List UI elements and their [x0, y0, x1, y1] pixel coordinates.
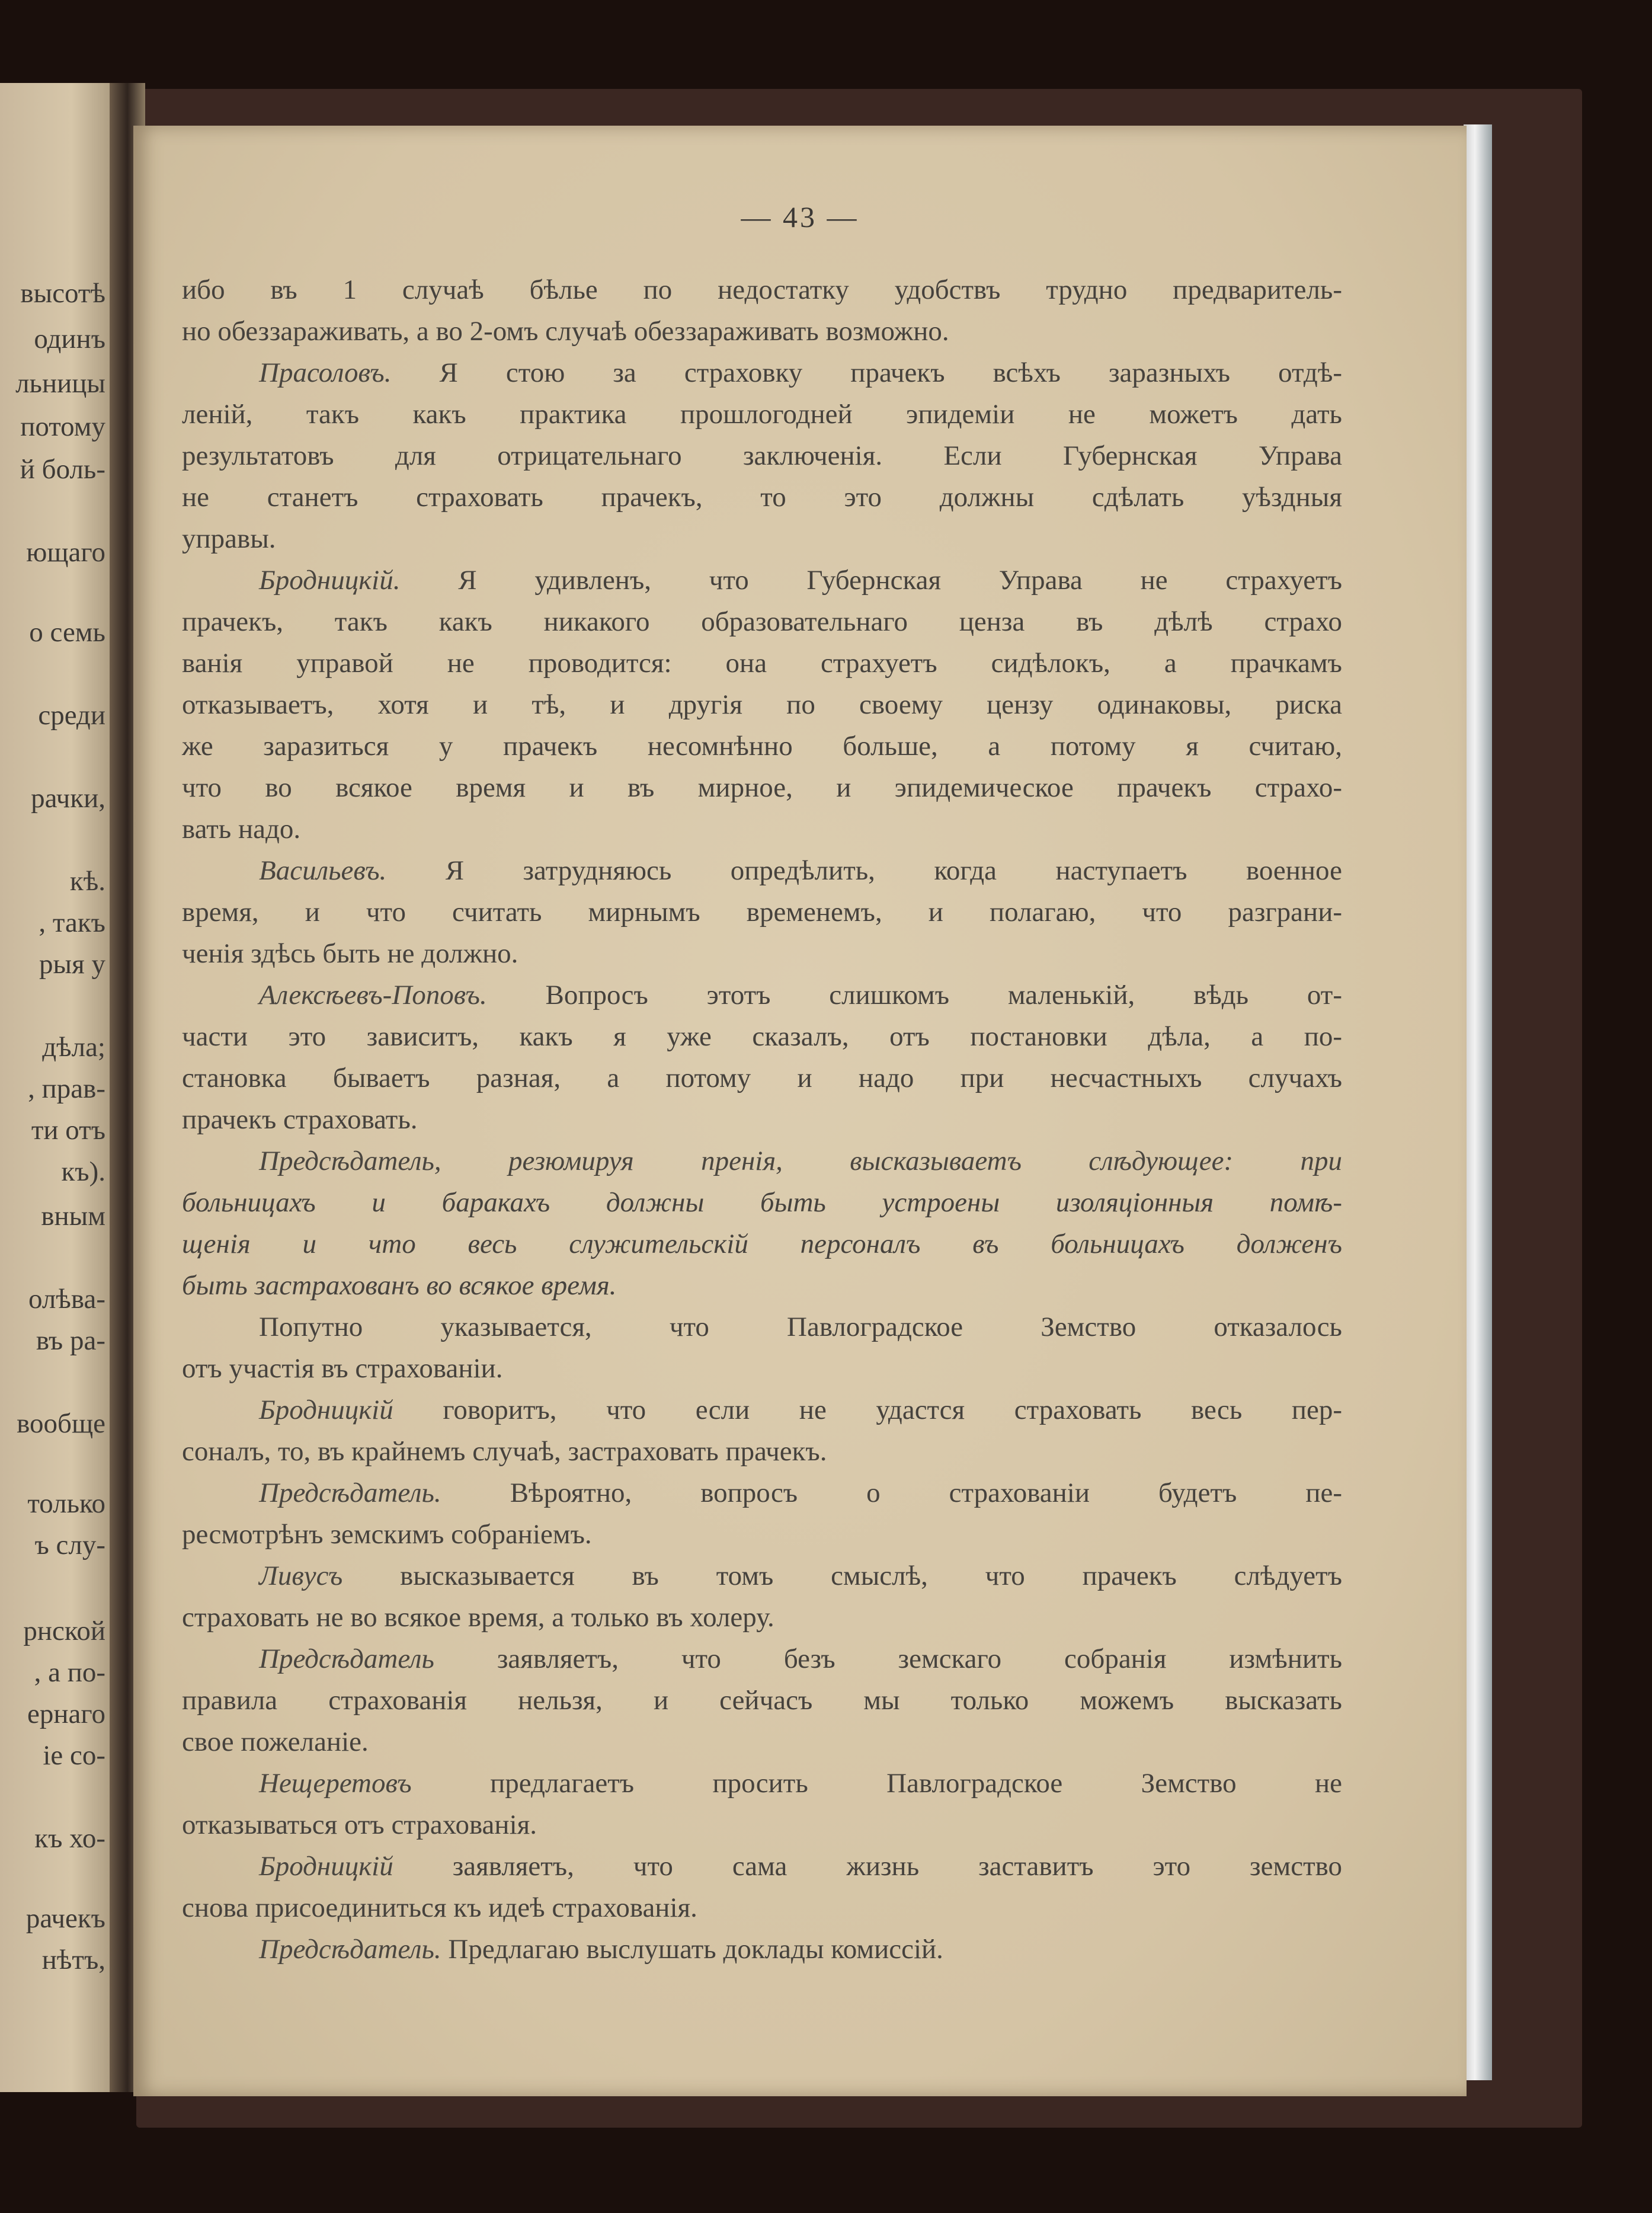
text-line	[182, 1721, 1342, 1763]
text-line	[182, 559, 1342, 601]
text-line	[182, 1763, 1342, 1804]
text-line	[182, 1431, 1342, 1472]
left-page-fragment: льницы	[15, 368, 105, 399]
line-text: прачекъ страховать.	[182, 1104, 418, 1135]
text-line	[182, 1680, 1342, 1721]
text-line	[182, 1306, 1342, 1348]
line-text: же заразиться у прачекъ несомнѣнно больше, а потому я считаю,	[182, 731, 1342, 762]
page-number: — 43 —	[741, 200, 859, 234]
page-text	[182, 269, 1342, 1970]
speaker-name: Нещеретовъ	[259, 1768, 412, 1799]
text-line	[182, 642, 1342, 684]
speaker-name: Алексѣевъ-Поповъ.	[259, 980, 487, 1010]
line-text: леній, такъ какъ практика прошлогодней эпидеміи не можетъ дать	[182, 399, 1342, 430]
line-text: Я удивленъ, что Губернская Управа не страхуетъ	[400, 565, 1342, 596]
italic-text: больницахъ и баракахъ должны быть устроены изоляціонныя помѣ-	[182, 1187, 1342, 1218]
text-line	[182, 352, 1342, 394]
left-page-fragment: въ ра-	[36, 1325, 105, 1356]
speaker-name: Предсѣдатель.	[259, 1478, 441, 1508]
left-page-fragment: й боль-	[20, 454, 105, 485]
line-text: Я стою за страховку прачекъ всѣхъ заразныхъ отдѣ-	[391, 357, 1342, 388]
left-page-fragment: высотѣ	[20, 278, 105, 309]
line-text: снова присоединиться къ идеѣ страхованія.	[182, 1892, 697, 1923]
italic-text: щенія и что весь служительскій персоналъ въ больницахъ долженъ	[182, 1229, 1342, 1259]
text-line	[182, 1389, 1342, 1431]
text-line	[182, 1016, 1342, 1057]
line-text: время, и что считать мирнымъ временемъ, и полагаю, что разграни-	[182, 897, 1342, 928]
text-line	[182, 1140, 1342, 1182]
page-edges	[1464, 124, 1492, 2080]
text-line	[182, 1887, 1342, 1929]
text-line	[182, 1265, 1342, 1306]
speaker-name: Прасоловъ.	[259, 357, 392, 388]
text-line	[182, 1929, 1342, 1970]
text-line	[182, 1555, 1342, 1597]
text-line	[182, 601, 1342, 642]
text-line	[182, 974, 1342, 1016]
line-text: заявляетъ, что сама жизнь заставитъ это земство	[393, 1851, 1342, 1882]
text-line	[182, 1223, 1342, 1265]
line-text: ченія здѣсь быть не должно.	[182, 938, 518, 969]
line-text: прачекъ, такъ какъ никакого образовательнаго ценза въ дѣлѣ страхо	[182, 606, 1342, 637]
speaker-name: Ливусъ	[259, 1560, 343, 1591]
speaker-name: Васильевъ.	[259, 855, 387, 886]
left-page-fragment: только	[27, 1488, 105, 1519]
speaker-name: Предсѣдатель, резюмируя пренія, высказываетъ слѣдующее: при	[259, 1146, 1342, 1176]
line-text: ибо въ 1 случаѣ бѣлье по недостатку удобствъ трудно предваритель-	[182, 274, 1342, 305]
line-text: предлагаетъ просить Павлоградское Земство не	[411, 1768, 1342, 1799]
text-line	[182, 684, 1342, 725]
line-text: говоритъ, что если не удастся страховать весь пер-	[393, 1395, 1342, 1425]
line-text: Вѣроятно, вопросъ о страхованіи будетъ пе-	[441, 1478, 1342, 1508]
text-line	[182, 1348, 1342, 1389]
left-page-fragment: дѣла;	[42, 1032, 105, 1063]
line-text: отказываться отъ страхованія.	[182, 1809, 537, 1840]
text-line	[182, 435, 1342, 477]
text-line	[182, 269, 1342, 311]
left-page-fragment: олѣва-	[28, 1284, 105, 1315]
left-page-fragment: потому	[20, 411, 105, 442]
line-text: страховать не во всякое время, а только въ холеру.	[182, 1602, 774, 1633]
line-text: управы.	[182, 523, 276, 554]
speaker-name: Бродницкій.	[259, 565, 401, 596]
text-line	[182, 477, 1342, 518]
line-text: ванія управой не проводится: она страхуетъ сидѣлокъ, а прачкамъ	[182, 648, 1342, 679]
text-line	[182, 850, 1342, 891]
text-line	[182, 767, 1342, 808]
left-page-fragment: іе со-	[43, 1740, 105, 1771]
italic-text: быть застрахованъ во всякое время.	[182, 1270, 617, 1301]
left-page-fragment: рнской	[23, 1616, 105, 1646]
left-page-fragment: кѣ.	[69, 866, 105, 897]
line-text: не станетъ страховать прачекъ, то это должны сдѣлать уѣздныя	[182, 482, 1342, 513]
line-text: свое пожеланіе.	[182, 1726, 369, 1757]
left-page-fragment: ти отъ	[31, 1115, 105, 1146]
text-line	[182, 1804, 1342, 1846]
line-text: заявляетъ, что безъ земскаго собранія измѣнить	[434, 1643, 1342, 1674]
left-page-fragment: , а по-	[34, 1657, 105, 1688]
left-page-fragment: о семь	[29, 617, 105, 648]
left-page-fragment: рачекъ	[25, 1903, 105, 1934]
text-line	[182, 518, 1342, 559]
text-line	[182, 1597, 1342, 1638]
line-text: Попутно указывается, что Павлоградское Земство отказалось	[259, 1312, 1342, 1342]
left-page-fragment: , такъ	[39, 907, 105, 938]
left-page-fragment: вообще	[17, 1408, 105, 1439]
main-page	[133, 126, 1467, 2096]
left-page-fragment: нѣтъ,	[41, 1945, 105, 1975]
line-text: части это зависитъ, какъ я уже сказалъ, отъ постановки дѣла, а по-	[182, 1021, 1342, 1052]
left-page-fragment: одинъ	[34, 324, 105, 354]
left-page-fragment: ернаго	[27, 1699, 105, 1729]
line-text: Вопросъ этотъ слишкомъ маленькій, вѣдь от-	[486, 980, 1342, 1010]
line-text: соналъ, то, въ крайнемъ случаѣ, застраховать прачекъ.	[182, 1436, 827, 1467]
line-text: что во всякое время и въ мирное, и эпидемическое прачекъ страхо-	[182, 772, 1342, 803]
line-text: отказываетъ, хотя и тѣ, и другія по своему цензу одинаковы, риска	[182, 689, 1342, 720]
line-text: высказывается въ томъ смыслѣ, что прачекъ слѣдуетъ	[342, 1560, 1342, 1591]
text-line	[182, 311, 1342, 352]
line-text: Предлагаю выслушать доклады комиссій.	[441, 1934, 943, 1965]
line-text: становка бываетъ разная, а потому и надо при несчастныхъ случахъ	[182, 1063, 1342, 1093]
left-page-fragment: ющаго	[26, 537, 105, 568]
speaker-name: Предсѣдатель	[259, 1643, 434, 1674]
speaker-name: Бродницкій	[259, 1395, 393, 1425]
text-line	[182, 1514, 1342, 1555]
text-line	[182, 394, 1342, 435]
line-text: но обеззараживать, а во 2-омъ случаѣ обеззараживать возможно.	[182, 316, 949, 347]
left-page-fragment: къ хо-	[34, 1823, 105, 1854]
line-text: результатовъ для отрицательнаго заключенія. Если Губернская Управа	[182, 440, 1342, 471]
text-line	[182, 1472, 1342, 1514]
speaker-name: Бродницкій	[259, 1851, 393, 1882]
line-text: Я затрудняюсь опредѣлить, когда наступаетъ военное	[386, 855, 1342, 886]
left-page-fragment: рачки,	[31, 783, 105, 814]
text-line	[182, 808, 1342, 850]
line-text: правила страхованія нельзя, и сейчасъ мы только можемъ высказать	[182, 1685, 1342, 1716]
left-page-fragment: среди	[38, 700, 105, 731]
text-line	[182, 1638, 1342, 1680]
line-text: ресмотрѣнъ земскимъ собраніемъ.	[182, 1519, 592, 1550]
left-page-fragment: рыя у	[39, 949, 105, 980]
speaker-name: Предсѣдатель.	[259, 1934, 441, 1965]
text-line	[182, 933, 1342, 974]
left-page-fragment: вным	[41, 1201, 105, 1232]
line-text: отъ участія въ страхованіи.	[182, 1353, 503, 1384]
text-line	[182, 725, 1342, 767]
left-page-fragment: къ).	[61, 1156, 105, 1187]
text-line	[182, 1846, 1342, 1887]
line-text: вать надо.	[182, 814, 301, 845]
left-page-fragment: ъ слу-	[34, 1530, 105, 1560]
text-line	[182, 1057, 1342, 1099]
text-line	[182, 1099, 1342, 1140]
text-line	[182, 891, 1342, 933]
left-page-fragment: , прав-	[28, 1073, 105, 1104]
text-line	[182, 1182, 1342, 1223]
